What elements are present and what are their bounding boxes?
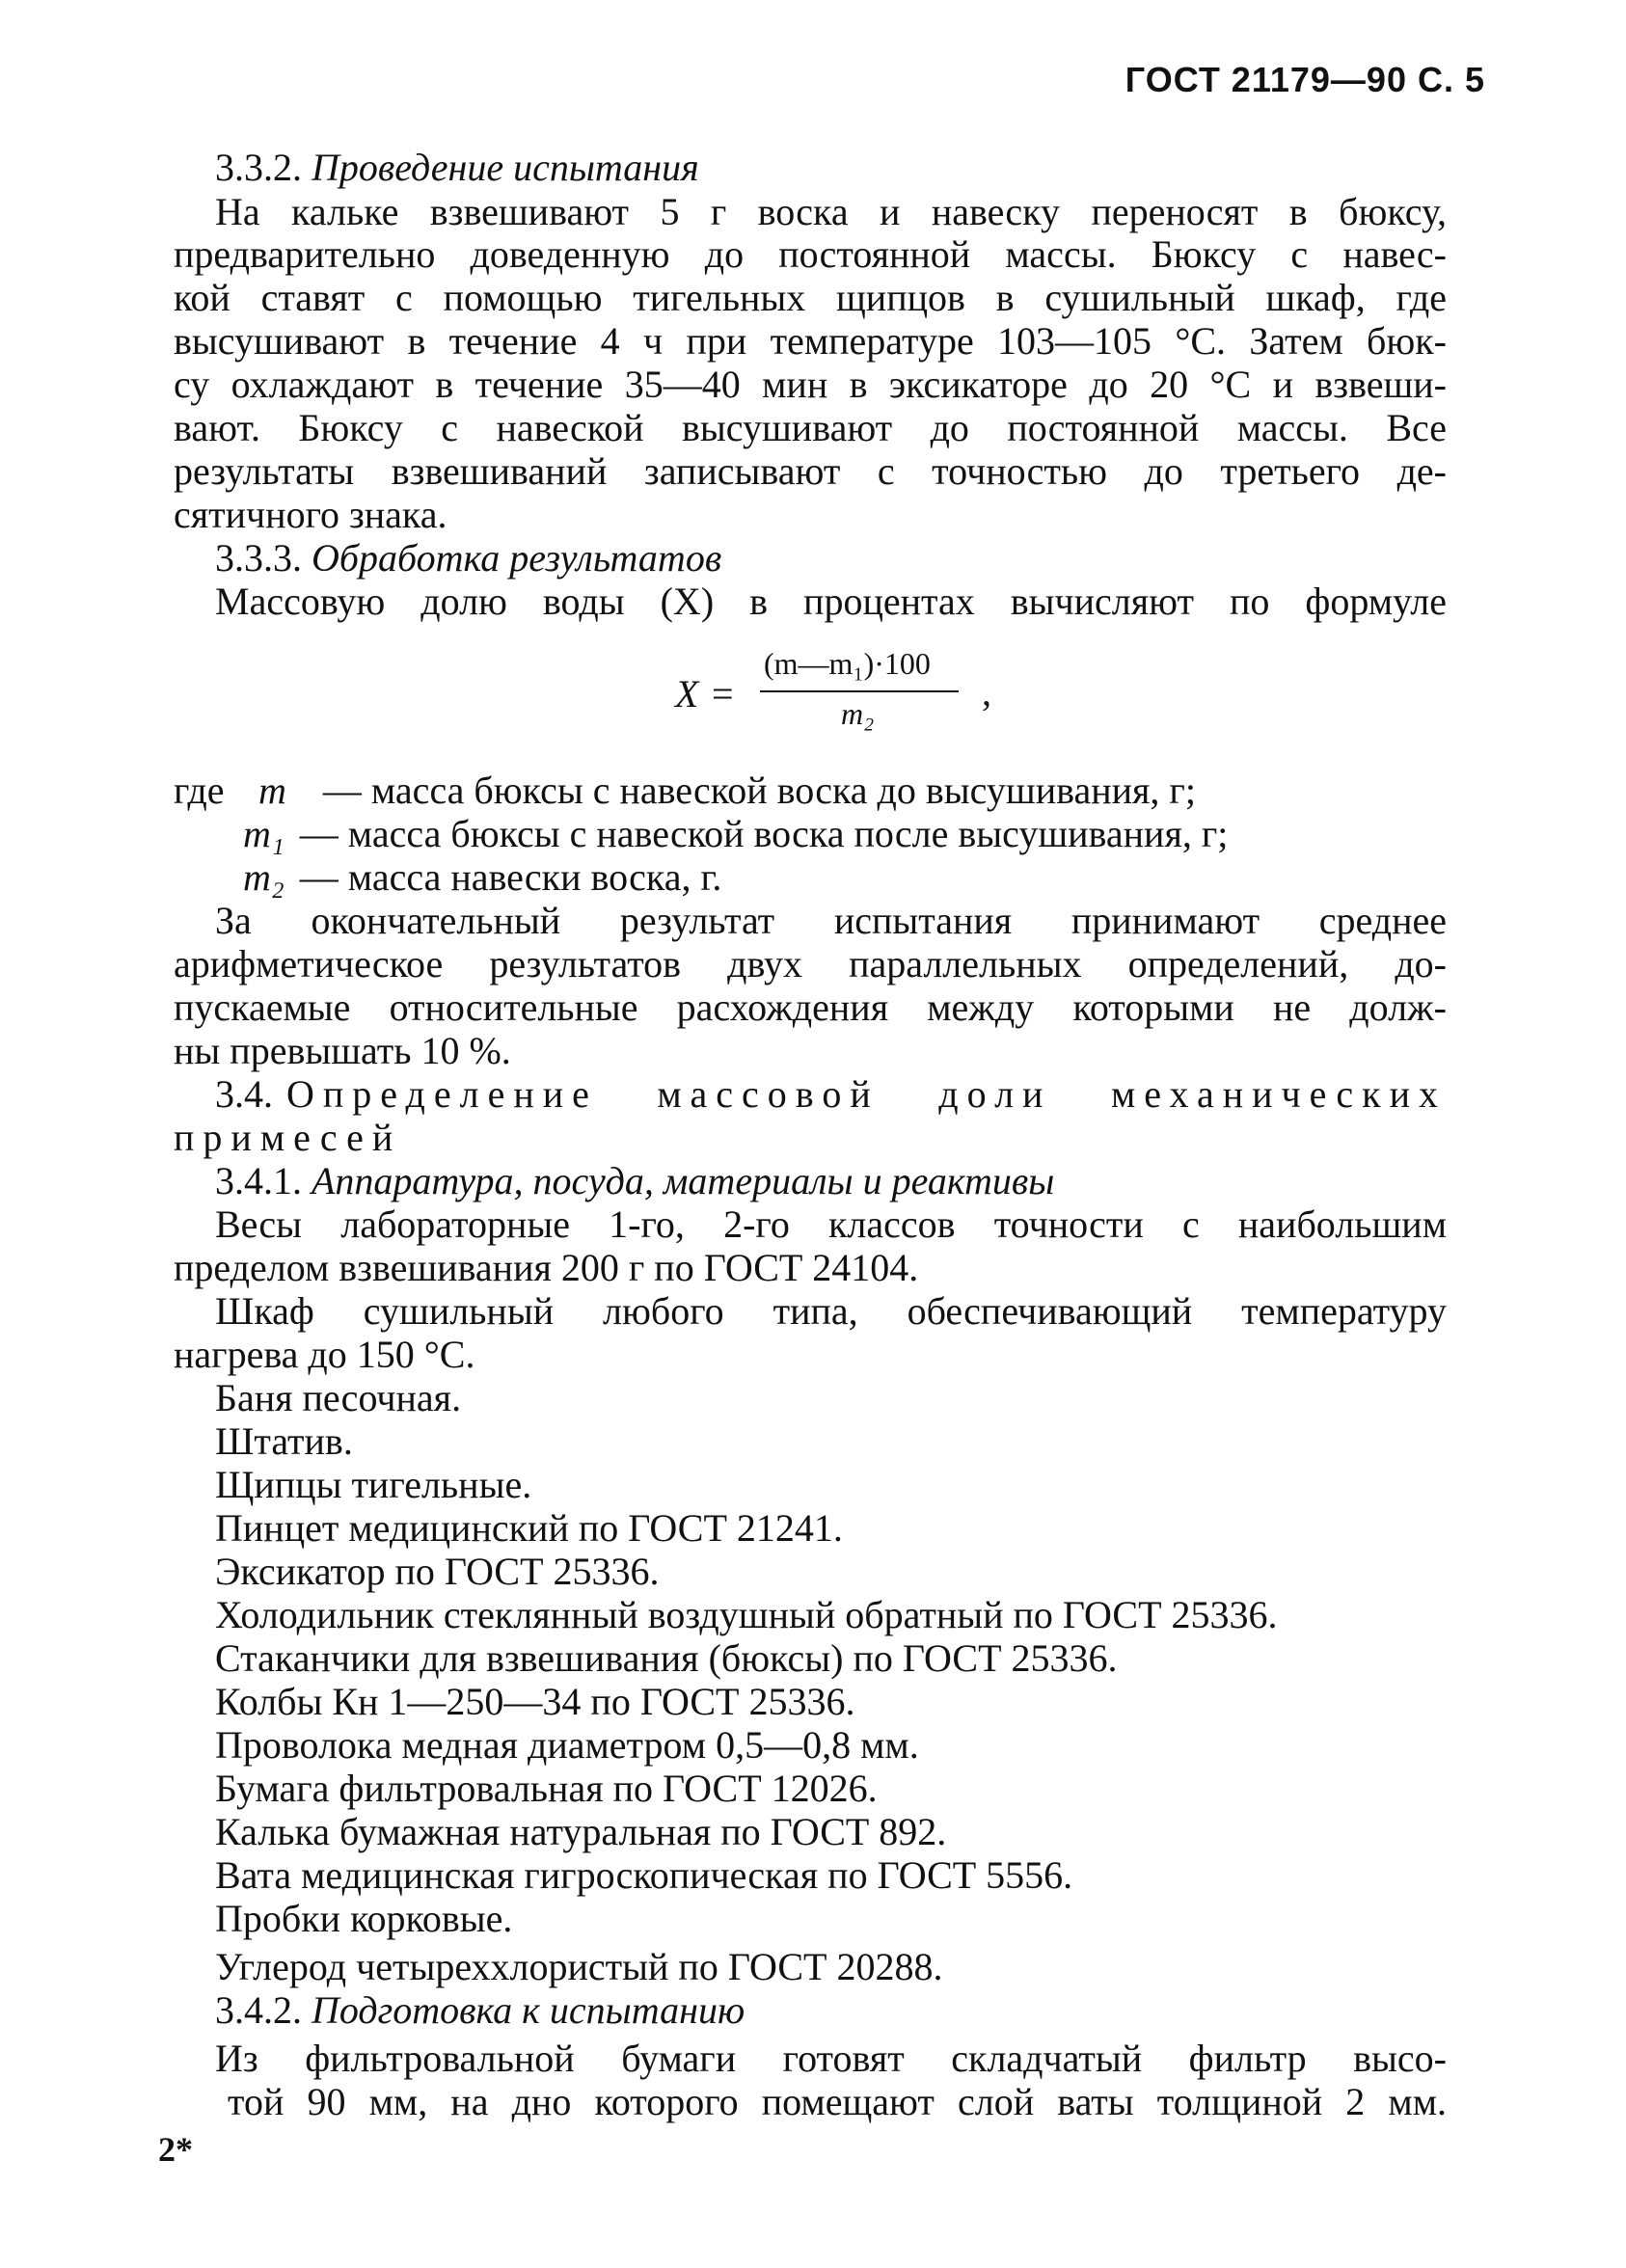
where-entry bbox=[243, 856, 721, 899]
where-entry bbox=[258, 770, 1196, 812]
list-item: Вата медицинская гигроскопическая по ГОСТ 5556. bbox=[215, 1853, 1073, 1897]
section-title: Обработка результатов bbox=[312, 536, 722, 580]
list-item: Эксикатор по ГОСТ 25336. bbox=[215, 1550, 660, 1593]
section-heading-3-4-2 bbox=[215, 1989, 745, 2032]
where-text: — масса навески воска, г. bbox=[299, 855, 722, 899]
where-symbol: m bbox=[258, 769, 286, 812]
signature-mark: 2* bbox=[158, 2130, 193, 2169]
formula-lhs: X bbox=[675, 672, 699, 716]
list-item: Холодильник стеклянный воздушный обратный по ГОСТ 25336. bbox=[215, 1593, 1278, 1636]
list-item: Калька бумажная натуральная по ГОСТ 892. bbox=[215, 1810, 947, 1853]
section-number: 3.3.2. bbox=[215, 146, 302, 189]
section-number: 3.4.2. bbox=[215, 1988, 302, 2032]
fraction-bar bbox=[760, 690, 959, 692]
formula bbox=[675, 646, 1022, 752]
list-item: Углерод четыреххлористый по ГОСТ 20288. bbox=[215, 1945, 943, 1988]
section-title: Проведение испытания bbox=[312, 146, 699, 189]
list-item: Колбы Кн 1—250—34 по ГОСТ 25336. bbox=[215, 1680, 855, 1723]
text-line: На кальке взвешивают 5 г воска и навеску переносят в бюксу, bbox=[215, 190, 1447, 233]
list-item: Пробки корковые. bbox=[215, 1897, 513, 1940]
section-number: 3.3.3. bbox=[215, 536, 302, 580]
formula-denominator: m₂ bbox=[841, 696, 875, 731]
list-item: Штатив. bbox=[215, 1419, 353, 1463]
formula-numerator: (m—m₁)·100 bbox=[764, 646, 931, 681]
running-header: ГОСТ 21179—90 С. 5 bbox=[1125, 60, 1485, 99]
text-line: сятичного знака. bbox=[174, 493, 447, 536]
list-item: Проволока медная диаметром 0,5—0,8 мм. bbox=[215, 1723, 919, 1767]
list-item: Щипцы тигельные. bbox=[215, 1463, 532, 1506]
where-symbol: m₂ bbox=[243, 855, 285, 899]
text-line: нагрева до 150 °С. bbox=[174, 1333, 475, 1376]
text-line: высушивают в течение 4 ч при температуре 103—105 °С. Затем бюк- bbox=[174, 319, 1447, 363]
text-line: вают. Бюксу с навеской высушивают до постоянной массы. Все bbox=[174, 406, 1447, 449]
text-line: Из фильтровальной бумаги готовят складчатый фильтр высо- bbox=[215, 2037, 1447, 2080]
text-line: кой ставят с помощью тигельных щипцов в сушильный шкаф, где bbox=[174, 276, 1447, 319]
text-line: Весы лабораторные 1-го, 2-го классов точности с наибольшим bbox=[215, 1202, 1447, 1246]
text-line: арифметическое результатов двух параллельных определений, до- bbox=[174, 942, 1447, 986]
section-heading-3-4-1 bbox=[215, 1160, 1054, 1202]
section-heading-3-3-2 bbox=[215, 147, 699, 189]
section-heading-3-3-3 bbox=[215, 537, 721, 580]
section-title: Аппаратура, посуда, материалы и реактивы bbox=[312, 1159, 1055, 1202]
text-line: пускаемые относительные расхождения между которыми не долж- bbox=[174, 986, 1447, 1029]
section-number: 3.4.1. bbox=[215, 1159, 302, 1202]
formula-comma: , bbox=[982, 670, 991, 714]
where-word: где bbox=[174, 769, 225, 812]
section-title: Подготовка к испытанию bbox=[312, 1988, 745, 2032]
text-line: ны превышать 10 %. bbox=[174, 1029, 511, 1072]
text-line: Шкаф сушильный любого типа, обеспечивающий температуру bbox=[215, 1289, 1447, 1333]
text-line: За окончательный результат испытания принимают среднее bbox=[215, 899, 1447, 942]
where-entry bbox=[243, 813, 1228, 855]
where-symbol: m₁ bbox=[243, 812, 285, 855]
text-line: результаты взвешиваний записывают с точностью до третьего де- bbox=[174, 449, 1447, 493]
section-heading-3-4 bbox=[215, 1073, 1447, 1116]
text-line: су охлаждают в течение 35—40 мин в эксикаторе до 20 °С и взвеши- bbox=[174, 363, 1447, 406]
list-item: Бумага фильтровальная по ГОСТ 12026. bbox=[215, 1767, 878, 1810]
section-title: Определение массовой доли механических bbox=[286, 1072, 1447, 1116]
formula-equals: = bbox=[712, 672, 734, 716]
text-line: предварительно доведенную до постоянной массы. Бюксу с навес- bbox=[174, 232, 1447, 276]
list-item: Стаканчики для взвешивания (бюксы) по ГОСТ 25336. bbox=[215, 1636, 1118, 1680]
list-item: Баня песочная. bbox=[215, 1376, 462, 1419]
text-line: той 90 мм, на дно которого помещают слой ваты толщиной 2 мм. bbox=[228, 2080, 1447, 2123]
where-text: — масса бюксы с навеской воска до высушивания, г; bbox=[322, 769, 1196, 812]
where-text: — масса бюксы с навеской воска после высушивания, г; bbox=[299, 812, 1229, 855]
text-line: Массовую долю воды (X) в процентах вычисляют по формуле bbox=[215, 580, 1447, 623]
text-line: пределом взвешивания 200 г по ГОСТ 24104. bbox=[174, 1246, 919, 1289]
section-number: 3.4. bbox=[215, 1072, 273, 1116]
list-item: Пинцет медицинский по ГОСТ 21241. bbox=[215, 1506, 843, 1550]
section-title-continued: примесей bbox=[174, 1116, 402, 1159]
